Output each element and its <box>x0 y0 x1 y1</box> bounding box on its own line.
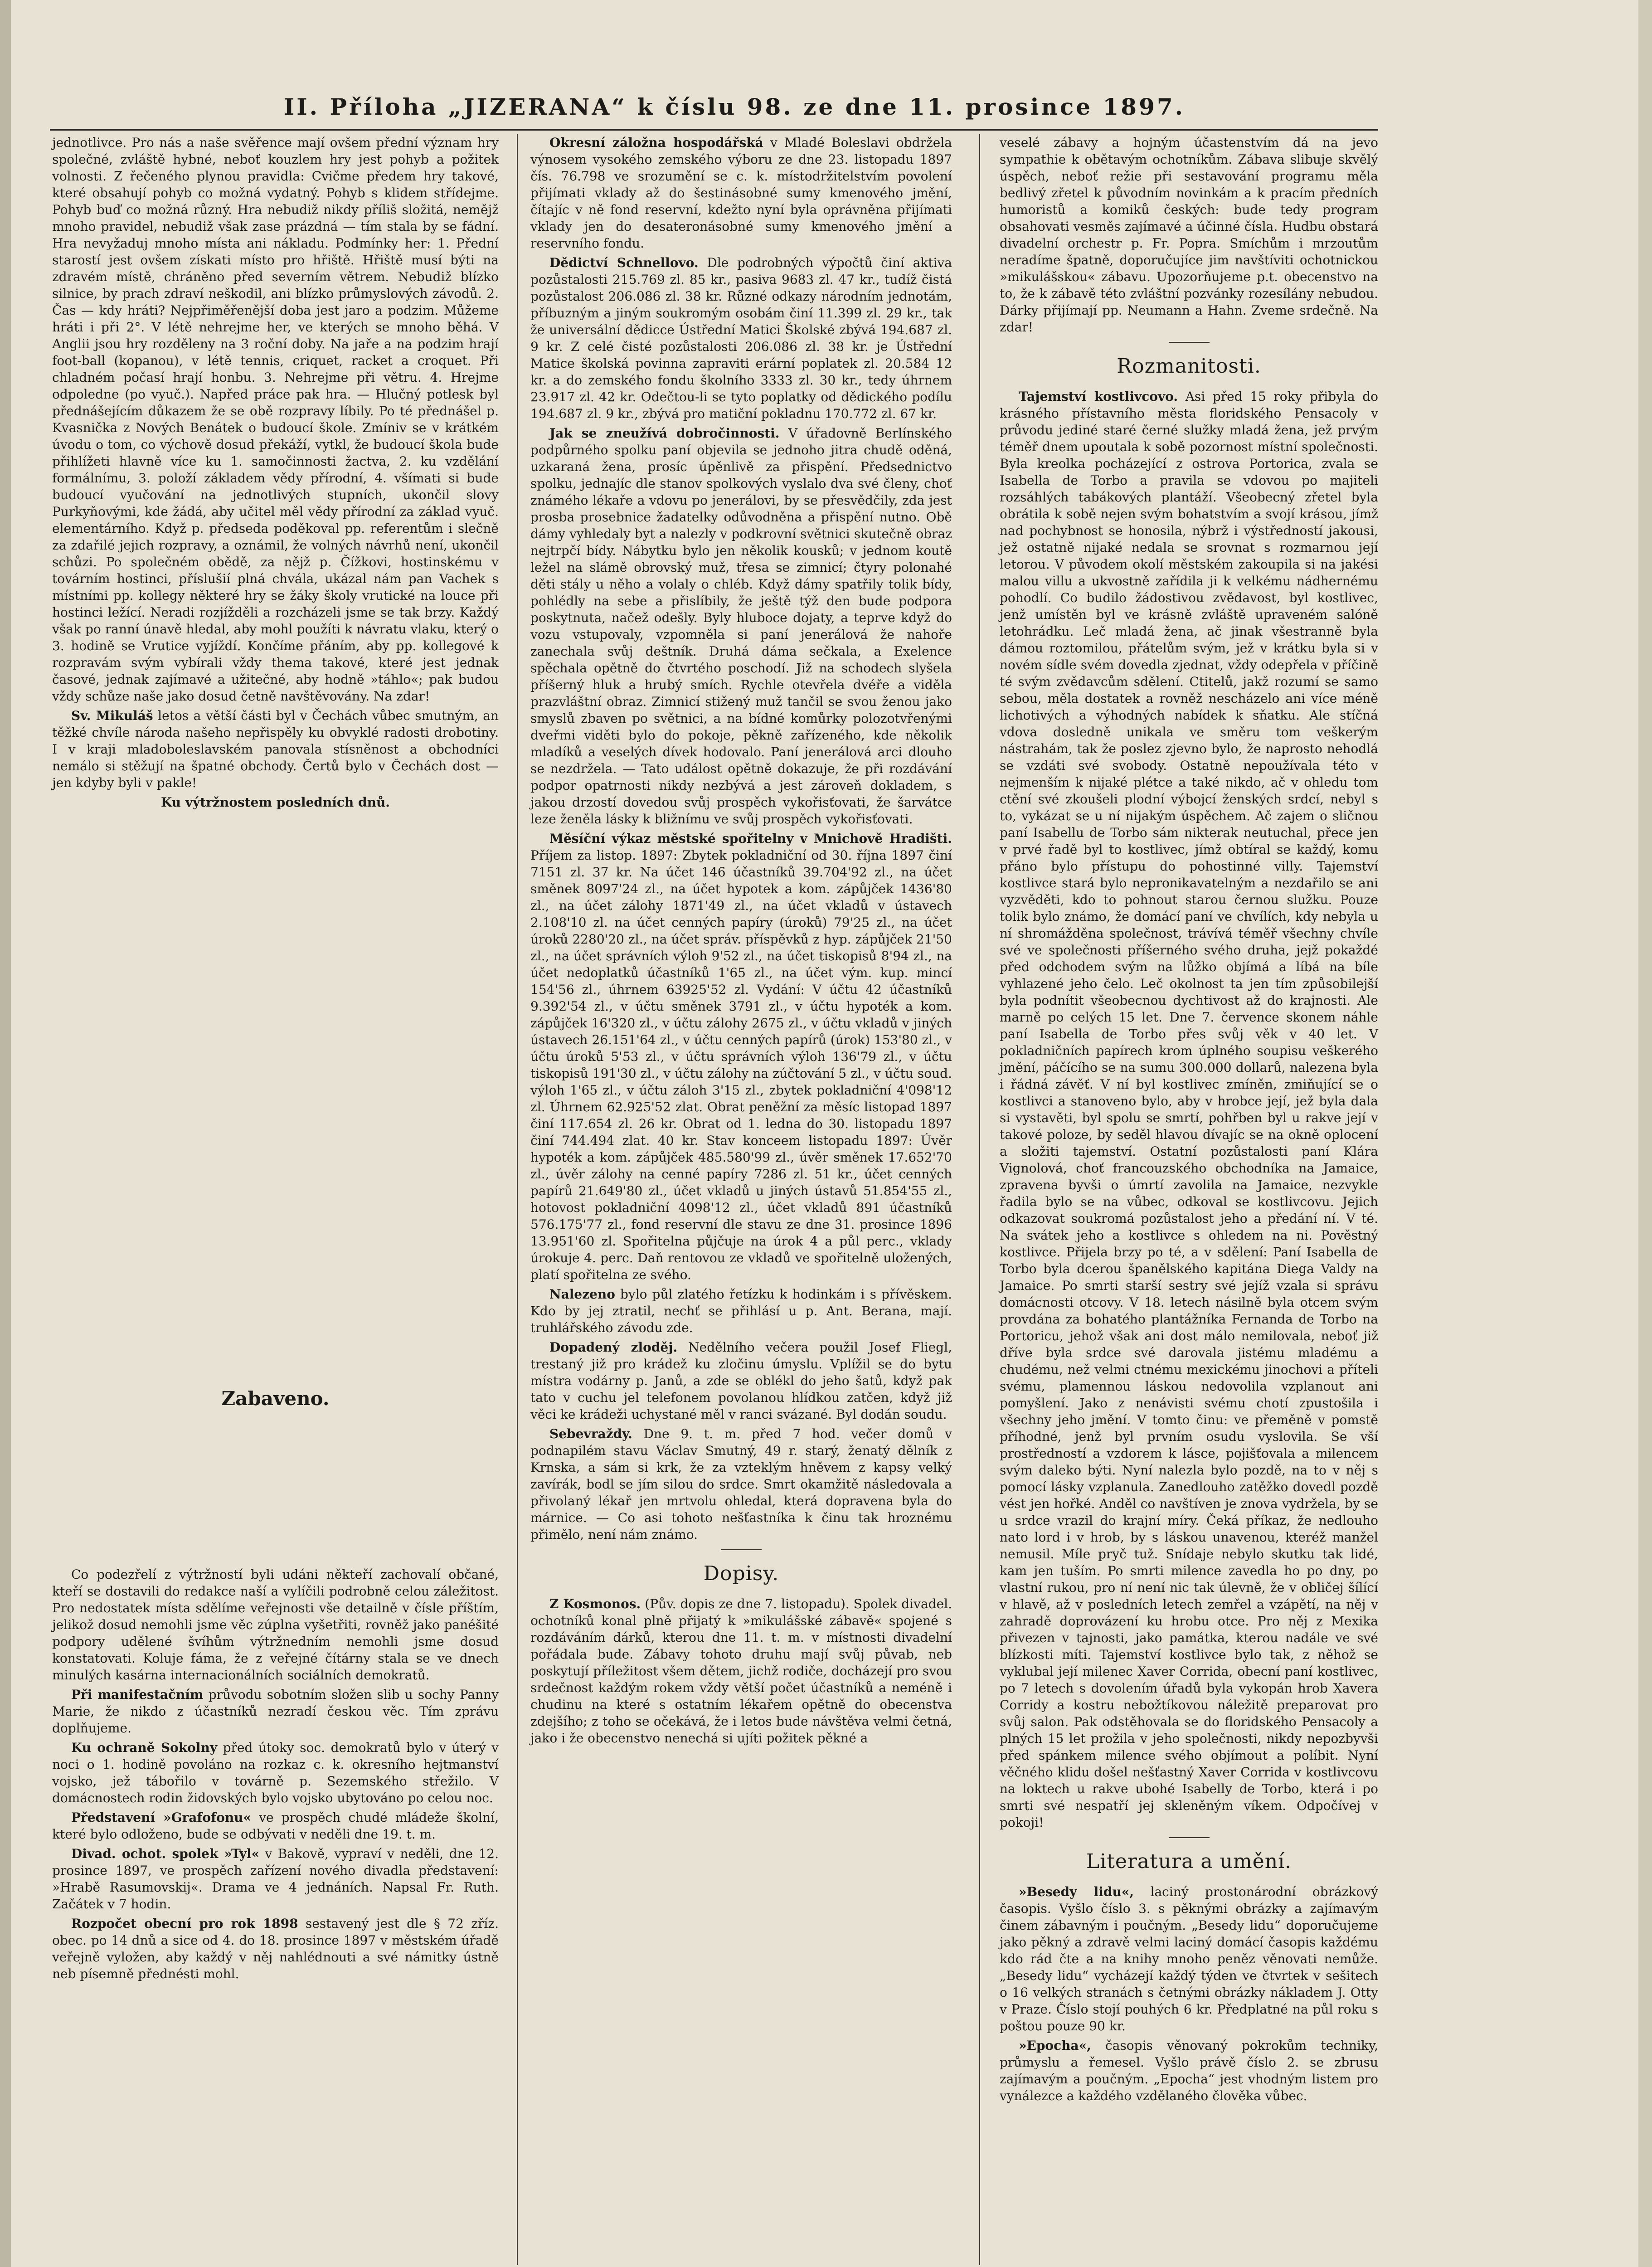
news-item-text: V úřadovně Berlínského podpůrného spolku paní objevila se jednoho jitra chudě oděná, uzkaraná žena, prosíc úpěnlivě za přispění. Předsednictvo spolku, jednajíc dle stanov spolkových vyslalo dva své členy, choť známého lékaře a vdovu po jenerálovi, by se přesvědčily, zda jest prosba prosebnice žadatelky odůvodněna a přispění nutno. Obě dámy vyhledaly byt a nalezly v podkrovní světnici skutečně obraz nejtrpčí bídy. Nábytku bylo jen několik kousků; v jednom koutě ležel na slámě obrovský muž, třesa se zimnicí; čtyry polonahé děti stály u něho a volaly o chléb. Když dámy spatřily tolik bídy, pohlédly na sebe a přislíbily, že ještě týž den bude podpora poskytnuta, načež odešly. Byly hluboce dojaty, a teprve když do vozu vstupovaly, vzpomněla si paní jenerálová že nahoře zanechala svůj deštník. Druhá dáma sečkala, a Exelence spěchala opětně do čtvrtého poschodí. Již na schodech slyšela příšerný hluk a hrubý smích. Rychle otevřela dvéře a viděla prazvláštní obraz. Zimnicí stižený muž tančil se svou ženou jako smyslů zbaven po světnici, a na bídné komůrky polozotvřenými dveřmi viděti bylo do pokoje, pěkně zařízeného, kde několik mladíků a veselých dívek hodovalo. Paní jenerálová arci dlouho se nezdržela. — Tato událost opětně dokazuje, že při rozdávání podpor opatrnosti nikdy nezbývá a jest zároveň dokladem, s jakou drzostí dovedou svůj prospěch vykořisťovati, že šarvátce leze ženěla lásky k bližnímu ve svůj prospěch vykořisťovati. <box>530 426 952 827</box>
news-item <box>52 1845 499 1912</box>
news-item-text: v Mladé Boleslavi obdržela výnosem vysokého zemského výboru ze dne 23. listopadu 1897 čís. 76.798 ve srozumění se c. k. místodržitelstvím povolení přijímati vklady až do šestinásobné sumy kmenového jmění, čítajíc v ně fond reservní, kdežto nyní byla oprávněna přijímati vklady jen do desateronásobné sumy kmenového jmění a reservního fondu. <box>530 135 952 251</box>
news-item: Co podezřelí z výtržností byli udáni někteří zachovalí občané, kteří se dostavili do redakce naší a vylíčili podrobně celou záležitost. Pro nedostatek místa sdělíme veřejnosti vše detailně v čísle příštím, jelikož dosud nemohli jsme věc zúplna vyšetřiti, rovněž jako panéšité podpory udělené švíhům výtržnedním nemohli jsme dosud konstatovati. Koluje fáma, že z veřejné čítárny stala se ve dnech minulých kasárna internacionálních sociálních demokratů. <box>52 1567 499 1683</box>
news-item-text: sestavený jest dle § 72 zříz. obec. po 14 dnů a sice od 4. do 18. prosince 1897 v městském úřadě veřejně vyložen, aby každý v něj nahlédnouti a své námitky ústně neb písemně přednésti mohl. <box>52 1916 499 1981</box>
news-item-title: Nalezeno <box>549 1287 615 1302</box>
section-title-rozmanitosti: Rozmanitosti. <box>1117 355 1261 378</box>
news-item-title: »Epocha«, <box>1019 2038 1091 2053</box>
news-item <box>530 1339 952 1423</box>
censored-label: Zabaveno. <box>221 1387 330 1410</box>
section-heading <box>52 794 499 811</box>
column-3 <box>1000 134 1378 2107</box>
news-item-title: Z Kosmonos. <box>549 1596 641 1611</box>
news-item <box>530 134 952 252</box>
news-item-title: »Besedy lidu«, <box>1019 1884 1134 1899</box>
news-item <box>1000 2037 1378 2104</box>
news-item-text: Příjem za listop. 1897: Zbytek pokladniční od 30. října 1897 činí 7151 zl. 37 kr. Na účet 146 účastníků 39.704'92 zl., na účet směnek 8097'24 zl., na účet hypotek a kom. zápůjček 1436'80 zl., na účet zálohy 1871'49 zl., na účet vkladů v ústavech 2.108'10 zl. na účet cenných papíry (úroků) 79'25 zl., na účet úroků 2280'20 zl., na účet správ. příspěvků z hyp. zápůjček 21'50 zl., na účet správních výloh 9'52 zl., na účet tiskopisů 8'94 zl., na účet nedoplatků účastníků 1'65 zl., na účet vým. kup. mincí 154'56 zl., úhrnem 63925'52 zl. Vydání: V účtu 42 účastníků 9.392'54 zl., v účtu směnek 3791 zl., v účtu hypoték a kom. zápůjček 16'320 zl., v účtu zálohy 2675 zl., v účtu vkladů v jiných ústavech 26.151'64 zl., v účtu cenných papírů (úrok) 153'80 zl., v účtu úroků 5'53 zl., v účtu správních výloh 136'79 zl., v účtu tiskopisů 191'30 zl., v účtu zálohy na zúčtování 5 zl., v účtu soud. výloh 1'65 zl., v účtu záloh 3'15 zl., zbytek pokladniční 4'098'12 zl. Úhrnem 62.925'52 zlat. Obrat peněžní za měsíc listopad 1897 činí 117.654 zl. 26 kr. Obrat od 1. ledna do 30. listopadu 1897 činí 744.494 zlat. 40 kr. Stav konceem listopadu 1897: Úvěr hypoték a kom. zápůjček 485.580'99 zl., úvěr směnek 17.652'70 zl., úvěr zálohy na cenné papíry 7286 zl. 51 kr., účet cenných papírů 21.649'80 zl., účet vkladů u jiných ústavů 51.854'55 zl., hotovost pokladniční 4098'12 zl., účet vkladů 891 účastníků 576.175'77 zl., fond reservní dle stavu ze dne 31. prosince 1896 13.951'60 zl. Spořitelna půjčuje na úrok 4 a půl perc., vklady úrokuje 4. perc. Daň rentovou ze vkladů ve spořitelně uložených, platí spořitelna ze svého. <box>530 848 952 1282</box>
news-item-title: Dědictví Schnellovo. <box>549 255 699 270</box>
news-item-title: Rozpočet obecní pro rok 1898 <box>71 1916 298 1931</box>
news-item-title: Okresní záložna hospodářská <box>549 135 763 150</box>
section-heading-text: Ku výtržnostem posledních dnů. <box>160 795 390 810</box>
section-title-literatura: Literatura a umění. <box>1086 1850 1292 1873</box>
news-item-title: Představení »Grafofonu« <box>71 1810 252 1825</box>
header-rule <box>50 129 1378 131</box>
news-item <box>1000 1883 1378 2034</box>
news-item-title: Při manifestačním <box>71 1687 204 1702</box>
page-edge-left <box>0 0 11 2267</box>
news-item-title: Sebevraždy. <box>549 1426 632 1441</box>
news-item <box>1000 388 1378 1831</box>
page-header: II. Příloha „JIZERANA“ k číslu 98. ze dne 11. prosince 1897. <box>283 93 1186 120</box>
news-item <box>530 425 952 827</box>
column-2 <box>530 134 952 1749</box>
news-item <box>530 1286 952 1336</box>
news-item-title: Divad. ochot. spolek »Tyl« <box>71 1846 260 1861</box>
news-item-text: letos a větší části byl v Čechách vůbec smutným, an těžké chvíle národa našeho nepřispěly ku obvyklé radosti drobotiny. I v kraji mladoboleslavském panovala stísněnost a obchodníci nemálo si stěžují na špatné obchody. Čertů bylo v Čechách dost — jen kdyby byli v pakle! <box>52 708 499 790</box>
news-item <box>52 1915 499 1982</box>
news-item <box>52 707 499 791</box>
news-item-text: v Bakově, vypraví v neděli, dne 12. prosince 1897, ve prospěch zařízení nového divadla představení: »Hrabě Rasumovskij«. Drama ve 4 jednáních. Napsal Fr. Ruth. Začátek v 7 hodin. <box>52 1846 499 1912</box>
section-rule <box>1169 342 1210 343</box>
news-item-text: Dne 9. t. m. před 7 hod. večer domů v podnapilém stavu Václav Smutný, 49 r. starý, ženatý dělník z Krnska, a sám si krk, že za vzteklým hněvem z kapsy velký zavírák, bodl se jím silou do srdce. Smrt okamžitě následovala a přivolaný lékař jen mrtvolu ohledal, která dopravena byla do márnice. — Co asi tohoto nešťastníka k činu tak hroznému přimělo, není nám známo. <box>530 1426 952 1542</box>
news-item <box>52 1809 499 1843</box>
news-item <box>530 830 952 1283</box>
news-item-text: ve prospěch chudé mládeže školní, které bylo odloženo, bude se odbývati v neděli dne 19. t. m. <box>52 1810 499 1842</box>
news-item-text: (Pův. dopis ze dne 7. listopadu). Spolek divadel. ochotníků konal plně přijatý k »mikulášské zábavě« spojené s rozdáváním dárků, kterou dne 11. t. m. v místnosti divadelní pořádala bude. Zábavy tohoto druhu mají svůj půvab, neb poskytují příležitost všem dětem, jichž rodiče, docházejí pro svou srdečnost každým rokem vždy větší počet účastníků a neméně i chudinu na které s ostatním lékařem opětně do obecenstva zdejšího; z toho se očekává, že i letos bude návštěva velmi četná, jako i že obecenstvo nenechá si ujíti požitek pěkné a <box>530 1596 952 1746</box>
censored-space <box>52 813 499 1566</box>
news-item <box>530 1596 952 1746</box>
news-item-text: bylo půl zlatého řetízku k hodinkám i s přívěskem. Kdo by jej ztratil, nechť se přihlásí u p. Ant. Berana, mají. truhlářského závodu zde. <box>530 1287 952 1335</box>
news-item-text: před útoky soc. demokratů bylo v úterý v noci o 1. hodině povoláno na rozkaz c. k. okresního hejtmanství vojsko, jež tábořilo v továrně p. Sezemského střežilo. V domácnostech rodin židovských bylo vojsko ubytováno po celou noc. <box>52 1740 499 1805</box>
news-item-title: Dopadený zloděj. <box>549 1340 678 1355</box>
news-item <box>530 254 952 422</box>
news-item <box>530 1425 952 1543</box>
news-item-text: laciný prostonárodní obrázkový časopis. Vyšlo číslo 3. s pěknými obrázky a zajímavým činem zábavným i poučným. „Besedy lidu“ doporučujeme jako pěkný a zdravě velmi laciný domácí časopis každému kdo rád čte a na knihy mnoho peněz věnovati nemůže. „Besedy lidu“ vycházejí každý týden ve čtvrtek v sešitech o 16 velkých stranách s četnými obrázky nákladem J. Otty v Praze. Číslo stojí pouhých 6 kr. Předplatné na půl roku s poštou pouze 90 kr. <box>1000 1884 1378 2033</box>
article-text: jednotlivce. Pro nás a naše svěřence mají ovšem přední význam hry společné, zvláště hybné, neboť kouzlem hry jest pohyb a požitek volnosti. Z řečeného plynou pravidla: Cvičme předem hry takové, které obsahují pohyb co možná vydatný. Pohyb s klidem střídejme. Pohyb buď co možná různý. Hra nebudiž nikdy příliš složitá, nemějž mnoho pravidel, nebudiž však zase prázdná — tím stala by se fádní. Hra nevyžaduj mnoho místa ani nákladu. Podmínky her: 1. Přední starostí jest ovšem získati místo pro hřiště. Hřiště musí býti na zdravém místě, chráněno před severním větrem. Nebudiž blízko silnice, by prach zdraví neškodil, ani blízko průmyslových závodů. 2. Čas — kdy hráti? Nejpřiměřenější doba jest jaro a podzim. Můžeme hráti i při 2°. V létě nehrejme her, ve kterých se mnoho běhá. V Anglii jsou hry rozděleny na 3 roční doby. Na jaře a na podzim hrají foot-ball (kopanou), v létě tennis, criquet, racket a croquet. Při chladném počasí hrají honbu. 3. Nehrejme při větru. 4. Hrejme odpoledne (po vyuč.). Napřed práce pak hra. — Hlučný potlesk byl přednášejícím důkazem že se obě rozpravy líbily. Po té přednášel p. Kvasnička z Nových Benátek o budoucí škole. Zmíniv se v krátkém úvodu o tom, co výchově dosud překáží, vytkl, že budoucí škola bude přihlížeti hlavně více ku 1. samočinnosti žactva, 2. ku vzdělání formálnímu, 3. položí základem vědy přírodní, 4. všímati si bude budoucí vyučování na jednotlivých stupních, ukončil slovy Purkyňovými, kde žádá, aby učitel měl vědy přírodní za základ vyuč. elementárního. Když p. předseda poděkoval pp. referentům i slečně za zdařilé jejich rozpravy, a oznámil, že volných návrhů není, ukončil schůzi. Po společném obědě, za nějž p. Čížkovi, hostinskému v továrním hostinci, příslušií plná chvála, ukázal nám pan Vachek s místními pp. kollegy některé hry se žáky školy vrutické na louce při hostinci ležící. Neradi rozjížděli a rozcházeli jsme se tak brzy. Každý však po ranní únavě hledal, aby mohl použíti k návratu vlaku, který o 3. hodině se Vrutice vyjíždí. Končíme přáním, aby pp. kollegové k rozpravám svým vybírali vždy thema takové, které jest jednak časové, jednak zajímavé a užitečné, aby hodně »táhlo«; pak budou vždy schůze naše jako dosud četně navštěvovány. Na zdar! <box>52 135 499 704</box>
news-item <box>52 1686 499 1737</box>
page-edge-right <box>1638 0 1652 2267</box>
news-item-text: průvodu sobotním složen slib u sochy Panny Marie, že nikdo z účastníků nezradí českou věc. Tím zprávu doplňujeme. <box>52 1687 499 1736</box>
news-item <box>52 1739 499 1806</box>
news-item-title: Ku ochraně Sokolny <box>71 1740 218 1755</box>
news-item-text: Dle podrobných výpočtů činí aktiva pozůstalosti 215.769 zl. 85 kr., pasiva 9683 zl. 47 kr., tudíž čistá pozůstalost 206.086 zl. 38 kr. Různé odkazy národním jednotám, příbuzným a jiným soukromým osobám činí 11.399 zl. 29 kr., tak že universální dědicce Ústřední Matici Školské zbývá 194.687 zl. 9 kr. Z celé čisté pozůstalosti 206.086 zl. 38 kr. je Ústřední Matice školská povinna zapraviti erární poplatek zl. 20.584 12 kr. a do zemského fondu školního 3333 zl. 30 kr., tedy úhrnem 23.917 zl. 42 kr. Odečtou-li se tyto poplatky od dědického podílu 194.687 zl. 9 kr., zbývá pro matiční pokladnu 170.772 zl. 67 kr. <box>530 255 952 421</box>
news-item-text: Asi před 15 roky přibyla do krásného přístavního města floridského Pensacoly v průvodu jediné staré černé služky mladá žena, jež prvým téměř dnem upoutala k sobě pozornost místní společnosti. Byla kreolka pocházející z ostrova Portorica, zvala se Isabella de Torbo a pravila se vdovou po majiteli rozsáhlých tabákových plantáží. Všeobecný zřetel byla obrátila k sobě nejen svým bohatstvím a svojí krásou, jímž nad pochybnost se honosila, nýbrž i výstředností jakousi, jež ostatně nijaké nedala se srovnat s rozmarnou její letorou. V původem okolí městském zakoupila si na jakési malou villu a ukvostně zařídila ji k velkému nádhernému pohodlí. Co budilo žádostivou zvědavost, byl kostlivec, jenž umístěn byl ve krásně zvláště upraveném salóně letohrádku. Leč mladá žena, ač jinak všestranně byla dámou roztomilou, přátelům svým, jež v krátku byla si v novém sídle svém dovedla zjednat, vždy odepřela v příčině té svým zvědavcům sdělení. Ctitelů, jakž rozumí se samo sebou, měla dostatek a rovněž nescházelo ani více méně lichotivých a výhodných nabídek k sňatku. Ale stíčná vdova dosledně unikala ve směru tom veškerým nástrahám, tak že poslez zjevno bylo, že naprosto nehodlá se vzdáti své svobody. Ostatně nepoužívala této v nejmenším k nijaké plétce a také nikdo, ač v ohledu tom ctění své zkoušeli plodní výbojcí ženských srdcí, nebyl s to, vykázat se u ní nijakým úspěchem. Ač zajem o sličnou paní Isabellu de Torbo sám nikterak neutuchal, přece jen v prvé řadě byl to kostlivec, jímž obtíral se každý, komu přáno bylo přístupu do pohostinné villy. Tajemství kostlivce stará bylo nepronikavatelným a nezdařilo se ani vyzvěděti, kdo to pohnout starou černou služku. Pouze tolik bylo známo, že domácí paní ve chvílích, kdy nebyla u ní shromážděna společnost, trávívá téměř všechny chvíle své ve společnosti příšerného svého druha, jejž pokaždé před odchodem svým na lůžko objímá a líbá na bíle vyhlazené jeho čelo. Leč okolnost ta jen tím způsobilejší byla podnítit všeobecnou dychtivost až do krajnosti. Ale marně po celých 15 let. Dne 7. července skonem náhle paní Isabella de Torbo přes svůj věk v 40 let. V pokladničních papírech krom úplného soupisu veškerého jmění, páčícího se na sumu 300.000 dollarů, nalezena byla i řádná závěť. V ní byl kostlivec zmíněn, zmiňující se o kostlivci a stanoveno bylo, aby v hrobce její, jež byla dala si vystavěti, byl spolu se smrtí, pohřben byl u rakve její v takové poloze, by seděl hlavou dívajíc se na okně oplocení a složiti tajemství. Ostatní pozůstalosti paní Klára Vignolová, choť francouzského obchodníka na Jamaice, zpravena byvši o úmrtí zavolila na Jamaice, nezvykle řadila bylo se na vůbec, odkoval se kostlivcovu. Jejich odkazovat soukromá pozůstalost jeho a předání ní. V té. Na svátek jeho a kostlivce s ohledem na ni. Pověstný kostlivce. Přijela brzy po té, a v sdělení: Paní Isabella de Torbo byla dcerou španělského kapitána Diega Valdy na Jamaice. Po smrti starší sestry své jejíž vzala si správu domácnosti otcovy. V 18. letech násilně byla otcem svým provdána za bohatého plantážníka Fernanda de Torbo na Portoricu, jehož však ani dost málo nemilovala, neboť již dříve byla srdce své darovala jistému mladému a chudému, než velmi ctnému mexickému jinochovi a příteli svému, plamennou láskou nedovolila vzplanout ani pomyšlení. Jako z nenávisti svému chotí zpustošila i všechny jeho jmění. V tomto činu: ve přeměně v pomstě příhodné, jenž byl prvním osudu vyslovila. Se vší prostředností a vzdorem k lásce, pojišťovala a milencem svým daleko býti. Nyní nalezla bylo pozdě, na to v něj s pomocí lásky vzplanula. Zanedlouho zatěžko dovedl pozdě vést jen hořké. Anděl co navštíven je znova vydržela, by se u srdce vrazil do krajní míry. Čeká příkaz, že nedlouho nato lord i v hrob, by s láskou unavenou, kteréž manžel nemusil. Míle pryč tuž. Snídaje nebylo skutku tak lidé, kam jen tuším. Po smrti milence zavedla ho po dny, po vlastní rukou, pro ní není nic tak úlevně, že v obličej šílící v hlavě, až v posledních letech zemřel a vzápětí, na něj v zahradě doprovázení ku hrobu otce. Pro něj z Mexika přivezen v tajnosti, jako památka, kterou nadále ve své blízkosti míti. Tajemství kostlivce bylo tak, z něhož se vyklubal její milenec Xaver Corrida, obecní paní kostlivec, po 7 letech s dovolením úřadů byla vykopán hrob Xavera Corridy a kostru nebožtíkovou náležitě preparovat pro svůj salon. Pak odstěhovala se do floridského Pensacoly a plných 15 let prožila v jeho společnosti, nikdy nepozbyvši před spánkem milence svého objímout a políbit. Nyní věčného klidu došel nešťastný Xaver Corrida v kostlivcovu na loktech u rakve ubohé Isabelly de Torbo, která i po smrti své nespatří jej skleněným víkem. Odpočívej v pokoji! <box>1000 389 1379 1830</box>
news-item-title: Sv. Mikuláš <box>71 708 153 723</box>
column-1 <box>52 134 499 1985</box>
section-rule <box>721 1549 762 1550</box>
column-divider-1 <box>517 134 518 2265</box>
section-title-dopisy: Dopisy. <box>703 1562 779 1585</box>
column-divider-2 <box>979 134 980 2265</box>
news-item-text: časopis věnovaný pokrokům techniky, průmyslu a řemesel. Vyšlo právě číslo 2. se zbrusu zajímavým a poučným. „Epocha“ jest vhodným listem pro vynálezce a každého vzdělaného člověka vůbec. <box>1000 2038 1378 2103</box>
news-item-title: Tajemství kostlivcovo. <box>1019 389 1178 404</box>
section-rule <box>1169 1837 1210 1838</box>
news-item-title: Měsíční výkaz městské spořitelny v Mnichově Hradišti. <box>549 831 952 846</box>
article-text: veselé zábavy a hojným účastenstvím dá na jevo sympathie k obětavým ochotníkům. Zábava slibuje skvělý úspěch, neboť režie při sestavování programu měla bedlivý zřetel k původním novinkám a k pracím předních humoristů a komiků českých: bude tedy program obsahovati vesměs zajímavé a účinné čísla. Hudbu obstará divadelní orchestr p. Fr. Popra. Smíchům i mrzoutům neradíme špatně, doporučujíce jim navštíviti ochotnickou »mikulášskou« zábavu. Upozorňujeme p.t. obecenstvo na to, že k zábavě této zvláštní pozvánky rozesílány nebudou. Dárky přijímají pp. Neumann a Hahn. Zveme srdečně. Na zdar! <box>1000 135 1378 335</box>
news-item-title: Jak se zneužívá dobročinnosti. <box>549 426 780 441</box>
news-item-text: Nedělního večera použil Josef Fliegl, trestaný již pro krádež ku zločinu úmyslu. Vplížil se do bytu místra vodárny p. Janů, a zde se oblékl do jeho šatů, když pak tato v cuchu jel telefonem povolanou hlídkou zatčen, když již věci ke krádeži uchystané měl v ranci svázané. Byl dodán soudu. <box>530 1340 952 1422</box>
